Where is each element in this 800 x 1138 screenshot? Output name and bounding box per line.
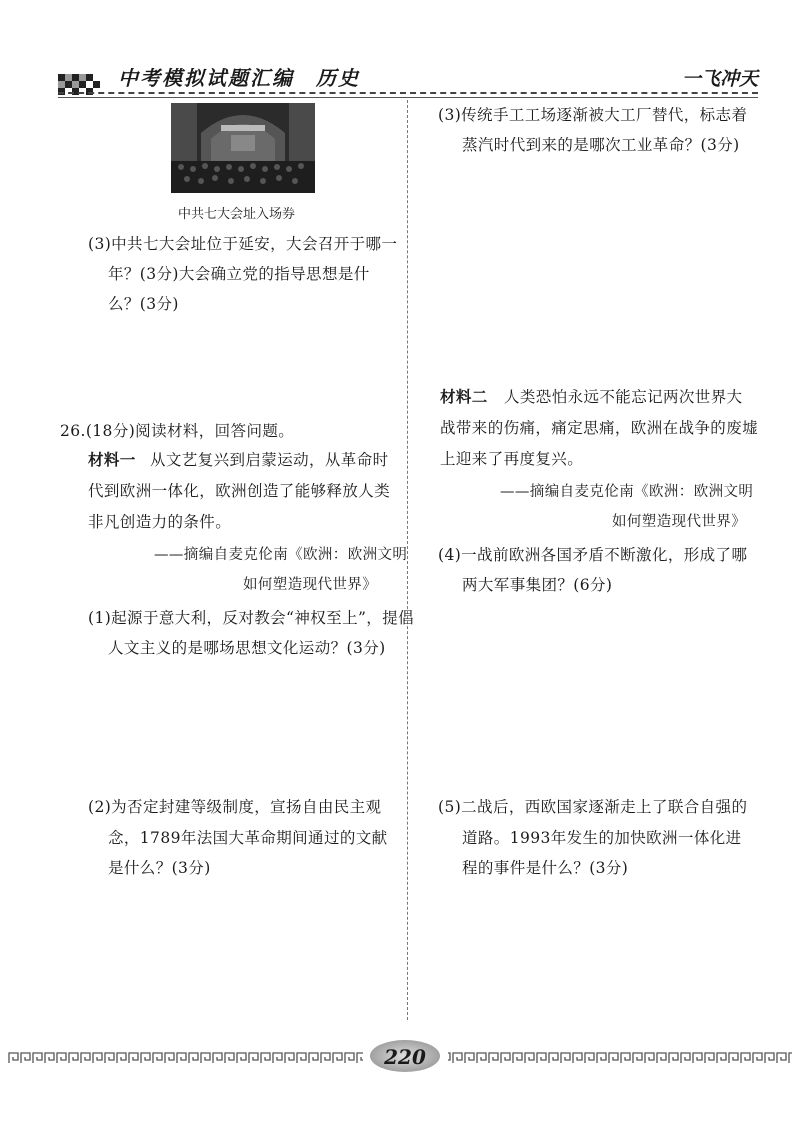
checker-logo	[58, 60, 102, 96]
right-q5-line-1: (5)二战后，西欧国家逐渐走上了联合自强的	[438, 798, 748, 816]
left-q2-line-1: (2)为否定封建等级制度，宣扬自由民主观	[88, 798, 382, 816]
header-rule-thin	[58, 97, 758, 98]
page-number: 220	[384, 1045, 426, 1069]
header-title: 中考模拟试题汇编 历史	[118, 66, 360, 90]
material2-source-2: 如何塑造现代世界》	[612, 514, 747, 530]
q26-title: 26.(18分)阅读材料，回答问题。	[60, 422, 295, 440]
left-q3-line-3: 么？(3分)	[108, 295, 179, 313]
material1-line-1: 从文艺复兴到启蒙运动，从革命时	[150, 451, 389, 469]
material1-source-2: 如何塑造现代世界》	[243, 577, 378, 593]
right-q5-line-2: 道路。1993年发生的加快欧洲一体化进	[462, 829, 742, 847]
material1-line-2: 代到欧洲一体化，欧洲创造了能够释放人类	[88, 482, 391, 500]
material1-label: 材料一	[88, 450, 136, 469]
left-q3-line-1: (3)中共七大会址位于延安，大会召开于哪一	[88, 235, 398, 253]
left-q3-line-2: 年？(3分)大会确立党的指导思想是什	[108, 265, 370, 283]
material2-line-2: 战带来的伤痛，痛定思痛，欧洲在战争的废墟	[440, 419, 759, 437]
material1-source-1: ——摘编自麦克伦南《欧洲：欧洲文明	[154, 547, 408, 563]
left-q1-line-1: (1)起源于意大利，反对教会“神权至上”，提倡	[88, 609, 415, 627]
material1-line-3: 非凡创造力的条件。	[88, 513, 232, 531]
left-q1-line-2: 人文主义的是哪场思想文化运动？(3分)	[108, 639, 386, 657]
right-q3-line-2: 蒸汽时代到来的是哪次工业革命？(3分)	[462, 136, 740, 154]
right-q5-line-3: 程的事件是什么？(3分)	[462, 859, 629, 877]
left-q2-line-2: 念，1789年法国大革命期间通过的文献	[108, 829, 388, 847]
congress-hall-photo	[171, 103, 315, 193]
right-q3-line-1: (3)传统手工工场逐渐被大工厂替代，标志着	[438, 106, 748, 124]
material2-source-1: ——摘编自麦克伦南《欧洲：欧洲文明	[500, 484, 754, 500]
material2-line-1: 人类恐怕永远不能忘记两次世界大	[504, 388, 743, 406]
left-q2-line-3: 是什么？(3分)	[108, 859, 211, 877]
header-brand: 一飞冲天	[682, 68, 759, 90]
material2-label: 材料二	[440, 387, 488, 406]
right-q4-line-2: 两大军事集团？(6分)	[462, 576, 613, 594]
photo-caption: 中共七大会址入场券	[178, 207, 296, 222]
right-q4-line-1: (4)一战前欧洲各国矛盾不断激化，形成了哪	[438, 546, 748, 564]
material2-line-3: 上迎来了再度复兴。	[440, 450, 584, 468]
